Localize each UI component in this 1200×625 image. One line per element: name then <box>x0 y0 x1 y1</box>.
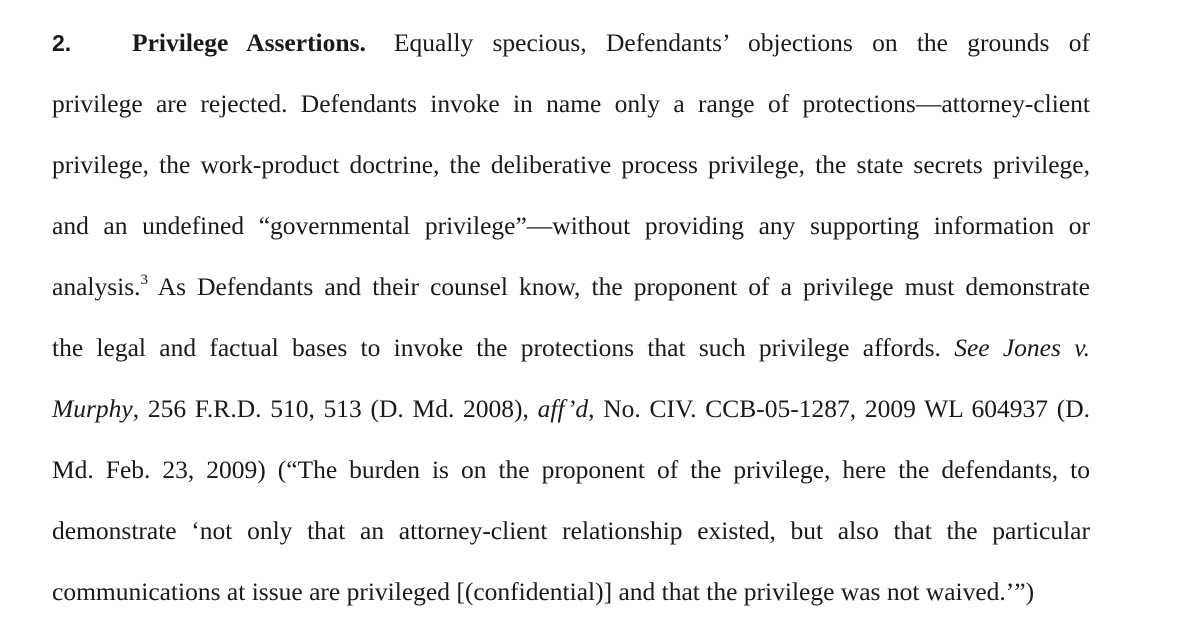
line-text <box>52 333 1090 362</box>
line-text <box>52 272 1090 301</box>
line-text <box>52 394 1090 423</box>
paragraph-number: 2. <box>52 30 72 56</box>
text-run: , No. CIV. CCB-05-1287, 2009 WL 604937 (D. <box>588 394 1090 423</box>
text-run: and an undefined “governmental privilege”—without providing any supporting information or <box>52 211 1090 240</box>
italic-text: aff’d <box>537 394 589 423</box>
paragraph-line-9 <box>52 515 1090 547</box>
text-run: Md. Feb. 23, 2009) (“The burden is on the proponent of the privilege, here the defendants, to <box>52 455 1090 484</box>
paragraph-line-2 <box>52 88 1090 120</box>
paragraph-line-6 <box>52 332 1090 364</box>
text-run: As Defendants and their counsel know, the proponent of a privilege must demonstrate <box>148 272 1090 301</box>
paragraph-line-3 <box>52 149 1090 181</box>
paragraph-line-8 <box>52 454 1090 486</box>
italic-text: See Jones v. <box>954 333 1090 362</box>
italic-text: Murphy <box>52 394 133 423</box>
paragraph-line-7 <box>52 393 1090 425</box>
footnote-marker: 3 <box>140 272 149 288</box>
paragraph-line-10 <box>52 576 1090 608</box>
line-text <box>52 577 1034 606</box>
text-run: analysis. <box>52 272 141 301</box>
text-run: communications at issue are privileged [(confidential)] and that the privilege was not waived.’”) <box>52 577 1035 606</box>
paragraph-line-4 <box>52 210 1090 242</box>
text-run: the legal and factual bases to invoke the protections that such privilege affords. <box>52 333 955 362</box>
text-run: Equally specious, Defendants’ objections on the grounds of <box>393 28 1090 57</box>
line-text <box>52 211 1090 240</box>
line-text <box>52 150 1090 179</box>
paragraph-heading: Privilege Assertions. <box>132 28 366 57</box>
text-run: demonstrate ‘not only that an attorney-client relationship existed, but also that the particular <box>52 516 1090 545</box>
text-run: privilege, the work-product doctrine, the deliberative process privilege, the state secrets privilege, <box>52 150 1090 179</box>
text-run: , 256 F.R.D. 510, 513 (D. Md. 2008), <box>132 394 538 423</box>
line-text <box>394 28 1090 57</box>
paragraph-line-5 <box>52 271 1090 303</box>
paragraph-line-1 <box>52 27 1090 59</box>
line-text <box>52 455 1090 484</box>
text-run: privilege are rejected. Defendants invoke in name only a range of protections—attorney-client <box>52 89 1090 118</box>
line-text <box>52 89 1090 118</box>
line-text <box>52 516 1090 545</box>
